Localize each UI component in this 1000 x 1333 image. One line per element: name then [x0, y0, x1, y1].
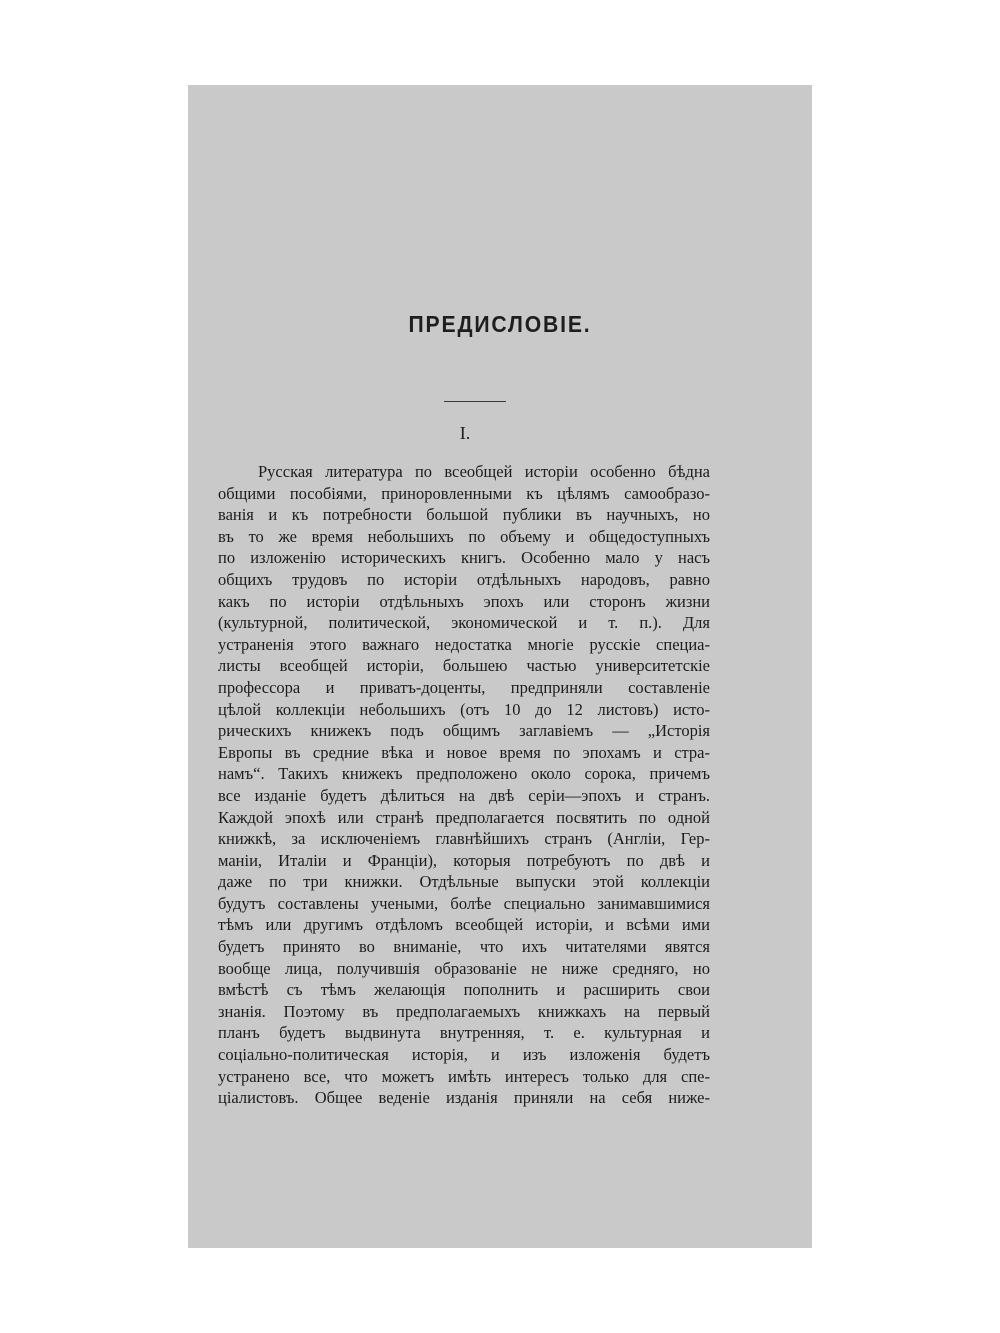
text-line: по изложенiю историческихъ книгъ. Особенно мало у насъ	[218, 548, 710, 568]
text-line: общихъ трудовъ по исторiи отдѣльныхъ народовъ, равно	[218, 569, 710, 589]
text-line: листы всеобщей исторiи, большею частью университетскiе	[218, 656, 710, 676]
text-line: вообще лица, получившiя образованiе не ниже средняго, но	[218, 958, 710, 978]
text-line: (культурной, политической, экономической и т. п.). Для	[218, 613, 710, 633]
text-line: книжкѣ, за исключенiемъ главнѣйшихъ странъ (Англiи, Гер-	[218, 829, 710, 849]
text-line: знанiя. Поэтому въ предполагаемыхъ книжкахъ на первый	[218, 1001, 710, 1021]
page-title: ПРЕДИСЛОВIЕ.	[408, 311, 592, 337]
text-line: Каждой эпохѣ или странѣ предполагается посвятить по одной	[218, 807, 710, 827]
text-line: манiи, Италiи и Францiи), которыя потребуютъ по двѣ и	[218, 850, 710, 870]
text-line: планъ будетъ выдвинута внутренняя, т. е. культурная и	[218, 1023, 710, 1043]
text-line: намъ“. Такихъ книжекъ предположено около сорока, причемъ	[218, 764, 710, 784]
text-line: профессора и приватъ-доценты, предприняли составленiе	[218, 677, 710, 697]
text-line: цѣлой коллекцiи небольшихъ (отъ 10 до 12 листовъ) исто-	[218, 699, 710, 719]
text-line: ванiя и къ потребности большой публики въ научныхъ, но	[218, 505, 710, 525]
text-line: тѣмъ или другимъ отдѣломъ всеобщей исторiи, и всѣми ими	[218, 915, 710, 935]
text-line: даже по три книжки. Отдѣльные выпуски этой коллекцiи	[218, 872, 710, 892]
text-line: какъ по исторiи отдѣльныхъ эпохъ или сторонъ жизни	[218, 591, 710, 611]
text-line: рическихъ книжекъ подъ общимъ заглавiемъ — „Исторiя	[218, 721, 710, 741]
body-text	[218, 461, 710, 1109]
text-line: устранено все, что можетъ имѣть интересъ только для спе-	[218, 1066, 710, 1086]
text-line: въ то же время небольшихъ по объему и общедоступныхъ	[218, 526, 710, 546]
text-line: все изданiе будетъ дѣлиться на двѣ серiи—эпохъ и странъ.	[218, 785, 710, 805]
text-line: будетъ принято во вниманiе, что ихъ читателями явятся	[218, 937, 710, 957]
text-line: соцiально-политическая исторiя, и изъ изложенiя будетъ	[218, 1045, 710, 1065]
section-number: I.	[459, 423, 471, 443]
text-line: цiалистовъ. Общее веденiе изданiя приняли на себя ниже-	[218, 1088, 710, 1108]
text-line: Европы въ средние вѣка и новое время по эпохамъ и стра-	[218, 742, 710, 762]
text-line: Русская литература по всеобщей исторiи особенно бѣдна	[258, 462, 710, 481]
title-rule	[444, 401, 506, 402]
text-line: общими пособiями, приноровленными къ цѣлямъ самообразо-	[218, 483, 710, 503]
text-line: устраненiя этого важнаго недостатка многiе русскiе специа-	[218, 634, 710, 654]
scanned-page	[188, 85, 812, 1248]
text-line: вмѣстѣ съ тѣмъ желающiя пополнить и расширить свои	[218, 980, 710, 1000]
text-line: будутъ составлены учеными, болѣе специально занимавшимися	[218, 893, 710, 913]
